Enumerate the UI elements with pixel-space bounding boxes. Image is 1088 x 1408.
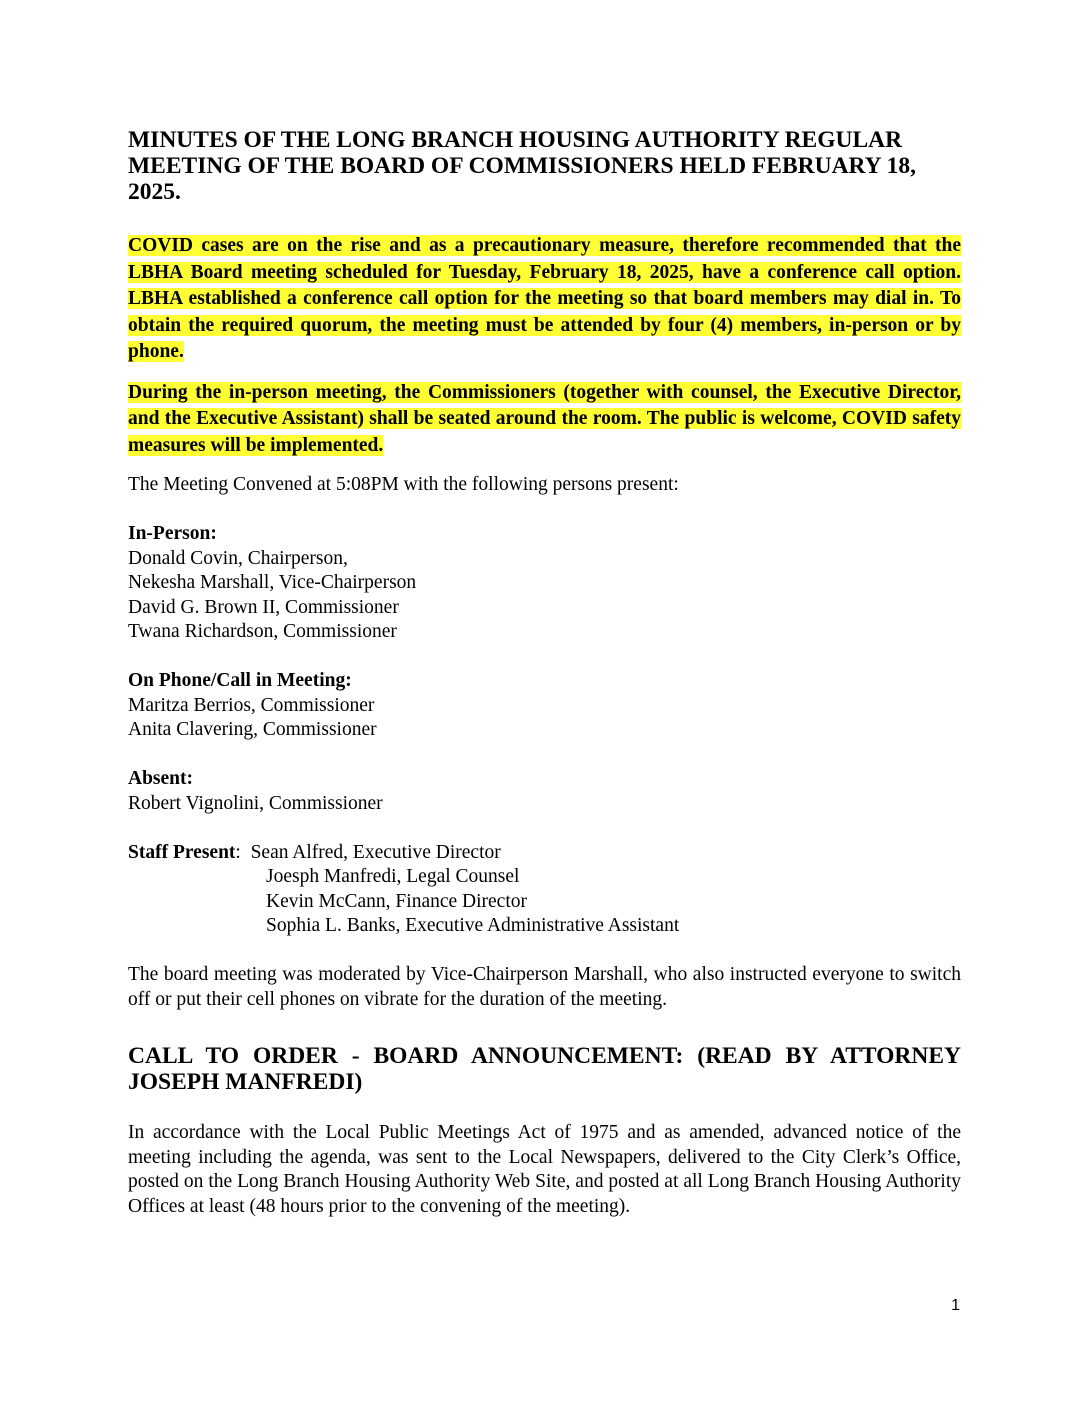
absent-label: Absent: bbox=[128, 768, 194, 789]
attendee-name: Anita Clavering, Commissioner bbox=[128, 719, 377, 740]
staff-member-name: Kevin McCann, Finance Director bbox=[266, 890, 528, 912]
public-meetings-notice: In accordance with the Local Public Meetings Act of 1975 and as amended, advanced notice of the meeting including the agenda, was sent to the Local Newspapers, delivered to the City Clerk’s Office, posted on the Long Branch Housing Authority Web Site, and posted at all Long Branch Housing Authority Offices at least (48 hours prior to the convening of the meeting). bbox=[128, 1122, 961, 1217]
covid-notice-paragraph bbox=[128, 233, 961, 366]
document-title: MINUTES OF THE LONG BRANCH HOUSING AUTHORITY REGULAR MEETING OF THE BOARD OF COMMISSIONERS HELD FEBRUARY 18, 2025. bbox=[128, 127, 917, 205]
attendee-name: Twana Richardson, Commissioner bbox=[128, 621, 397, 642]
page-number: 1 bbox=[951, 1297, 960, 1314]
covid-notice-text: COVID cases are on the rise and as a precautionary measure, therefore recommended that the LBHA Board meeting scheduled for Tuesday, February 18, 2025, have a conference call option. LBHA established a conference call option for the meeting so that board members may dial in. To obtain the required quorum, the meeting must be attended by four (4) members, in-person or by phone. bbox=[128, 235, 961, 362]
on-phone-label: On Phone/Call in Meeting: bbox=[128, 670, 352, 691]
attendee-name: Donald Covin, Chairperson, bbox=[128, 547, 348, 569]
staff-row-first: Staff Present: Sean Alfred, Executive Director bbox=[128, 841, 501, 863]
absent-member-name: Robert Vignolini, Commissioner bbox=[128, 792, 383, 814]
staff-present bbox=[128, 841, 961, 939]
phone-attendees bbox=[128, 669, 961, 743]
call-to-order-heading: CALL TO ORDER - BOARD ANNOUNCEMENT: (READ BY ATTORNEY JOSEPH MANFREDI) bbox=[128, 1043, 961, 1095]
staff-member-name: Joesph Manfredi, Legal Counsel bbox=[266, 866, 520, 887]
convened-statement: The Meeting Convened at 5:08PM with the following persons present: bbox=[128, 474, 679, 495]
attendee-name: David G. Brown II, Commissioner bbox=[128, 596, 399, 618]
seating-notice-text: During the in-person meeting, the Commissioners (together with counsel, the Executive Director, and the Executive Assistant) shall be seated around the room. The public is welcome, COVID safety measures will be implemented. bbox=[128, 381, 961, 456]
staff-member-name: Sean Alfred, Executive Director bbox=[250, 841, 501, 863]
moderation-statement: The board meeting was moderated by Vice-Chairperson Marshall, who also instructed everyone to switch off or put their cell phones on vibrate for the duration of the meeting. bbox=[128, 964, 961, 1010]
absent-members bbox=[128, 767, 961, 816]
attendee-name: Maritza Berrios, Commissioner bbox=[128, 694, 375, 716]
in-person-attendees bbox=[128, 522, 961, 645]
staff-member-name: Sophia L. Banks, Executive Administrative Assistant bbox=[266, 915, 680, 936]
seating-notice-paragraph bbox=[128, 380, 961, 460]
in-person-label: In-Person: bbox=[128, 523, 217, 544]
document-page bbox=[128, 127, 961, 1219]
staff-present-label: Staff Present bbox=[128, 841, 236, 863]
attendee-name: Nekesha Marshall, Vice-Chairperson bbox=[128, 572, 417, 593]
